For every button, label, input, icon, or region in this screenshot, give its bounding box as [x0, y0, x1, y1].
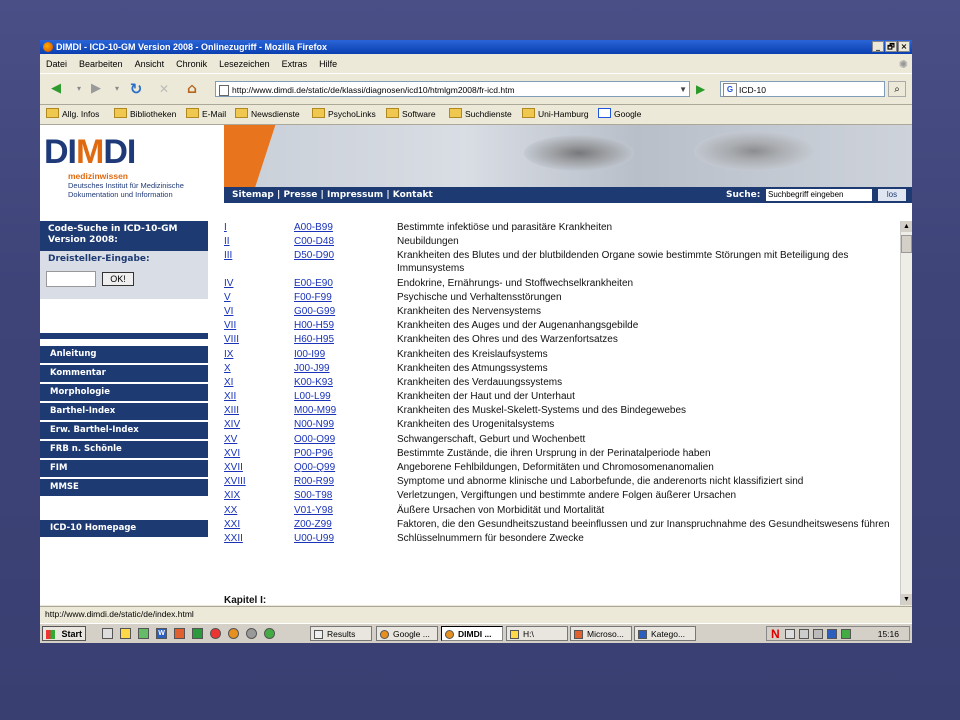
chapter-range-link[interactable]: Q00-Q99: [294, 462, 336, 473]
bookmark-label: Suchdienste: [465, 109, 512, 119]
ok-button[interactable]: OK!: [102, 272, 134, 286]
logo-wordmark: DIMDI: [44, 133, 136, 171]
chapter-number-link[interactable]: XI: [224, 376, 234, 388]
chapter-range-link[interactable]: F00-F99: [294, 291, 332, 303]
chapter-number-link[interactable]: XIII: [224, 405, 240, 417]
back-dropdown-icon[interactable]: ▾: [76, 84, 81, 93]
logo-tagline: medizinwissen: [68, 171, 128, 181]
chapter-description: Verletzungen, Vergiftungen und bestimmte andere Folgen äußerer Ursachen: [397, 490, 737, 502]
tray-icon[interactable]: [785, 629, 795, 639]
tray-icon[interactable]: [827, 629, 837, 639]
sidebar-item-fim[interactable]: FIM: [40, 460, 208, 477]
chapter-range-link[interactable]: D50-D90: [294, 250, 335, 262]
site-search-input[interactable]: Suchbegriff eingeben: [766, 189, 872, 201]
logo-line-1: Deutsches Institut für Medizinische: [68, 181, 184, 190]
url-bar[interactable]: [215, 81, 690, 97]
page-icon: [219, 85, 229, 96]
menu-extras[interactable]: Extras: [281, 59, 308, 69]
header-banner-image: [224, 125, 912, 187]
quicklaunch-app-icon[interactable]: [138, 628, 149, 639]
chapter-description: Angeborene Fehlbildungen, Deformitäten und Chromosomenanomalien: [397, 462, 714, 473]
task-explorer[interactable]: [506, 626, 568, 641]
firefox-icon: [445, 630, 454, 639]
go-icon[interactable]: ▶: [696, 82, 706, 96]
bookmark-label: Newsdienste: [251, 109, 300, 119]
chapter-range-link[interactable]: O00-O99: [294, 433, 336, 445]
menu-datei[interactable]: Datei: [46, 59, 68, 69]
dreisteller-input[interactable]: [46, 271, 96, 287]
chapter-number-link[interactable]: III: [224, 250, 233, 262]
bookmark-google[interactable]: [598, 104, 641, 124]
chapter-range-link[interactable]: J00-J99: [294, 362, 330, 374]
table-row: [224, 433, 900, 446]
bookmarks-toolbar: [40, 104, 912, 125]
task-kategorie[interactable]: [634, 626, 696, 641]
search-icon[interactable]: ⌕: [888, 81, 906, 97]
scroll-thumb[interactable]: [901, 235, 912, 253]
word-icon: [638, 630, 647, 639]
chapter-number-link[interactable]: XII: [224, 391, 237, 403]
windows-flag-icon: [46, 630, 55, 639]
chapter-number-link[interactable]: VIII: [224, 334, 240, 346]
table-row: [224, 390, 900, 403]
bookmark-uni-hamburg[interactable]: [522, 104, 589, 124]
chapter-range-link[interactable]: A00-B99: [294, 222, 333, 233]
chapter-number-link[interactable]: II: [224, 236, 230, 248]
status-text: http://www.dimdi.de/static/de/index.html: [45, 609, 194, 619]
nav-kontakt[interactable]: Kontakt: [392, 190, 433, 200]
chapter-description: Faktoren, die den Gesundheitszustand beeinflussen und zur Inanspruchnahme des Gesundheitswesens führen: [397, 518, 890, 530]
system-tray: [766, 626, 910, 641]
chapter-description: Krankheiten des Auges und der Augenanhangsgebilde: [397, 320, 639, 332]
scroll-down-icon[interactable]: ▼: [901, 594, 912, 605]
firefox-icon: [43, 42, 53, 52]
chapter-range-link[interactable]: K00-K93: [294, 376, 333, 388]
chapter-description: Psychische und Verhaltensstörungen: [397, 291, 562, 303]
chapter-number-link[interactable]: XV: [224, 433, 238, 445]
chapter-number-link[interactable]: IX: [224, 348, 234, 360]
table-row: [224, 319, 900, 332]
chapter-range-link[interactable]: R00-R99: [294, 476, 335, 488]
chapter-number-link[interactable]: XIV: [224, 419, 241, 431]
taskbar: [40, 623, 912, 643]
chapter-range-link[interactable]: M00-M99: [294, 405, 337, 417]
close-button[interactable]: ×: [898, 41, 910, 52]
quicklaunch-app-icon[interactable]: [246, 628, 257, 639]
bookmark-bibliotheken[interactable]: [114, 104, 176, 124]
start-button[interactable]: [42, 626, 86, 641]
logo-line-2: Dokumentation und Information: [68, 190, 173, 199]
tray-n-icon[interactable]: N: [771, 627, 780, 641]
folder-icon: [386, 108, 399, 118]
chapter-range-link[interactable]: Z00-Z99: [294, 518, 332, 530]
throbber-icon: ✺: [898, 59, 908, 71]
sidebar-divider: [40, 333, 208, 339]
sidebar-item-barthel-index[interactable]: Barthel-Index: [40, 403, 208, 420]
search-text: ICD-10: [739, 85, 766, 95]
clock: 15:16: [877, 629, 899, 639]
sidebar-item-kommentar[interactable]: Kommentar: [40, 365, 208, 382]
chapter-number-link[interactable]: X: [224, 362, 231, 374]
task-label: Google ...: [393, 629, 430, 639]
home-icon[interactable]: ⌂: [186, 81, 198, 97]
title-bar: [40, 40, 912, 54]
table-row: [224, 418, 900, 431]
page-content: [40, 125, 912, 605]
reload-icon[interactable]: ↻: [129, 80, 143, 98]
minimize-button[interactable]: _: [872, 41, 884, 52]
firefox-icon: [380, 630, 389, 639]
chapter-range-link[interactable]: V01-Y98: [294, 504, 333, 516]
chapter-number-link[interactable]: VI: [224, 305, 234, 317]
folder-icon: [186, 108, 199, 118]
chapter-number-link[interactable]: XVI: [224, 447, 241, 459]
task-label: Microso...: [587, 629, 624, 639]
table-row: [224, 532, 900, 545]
task-label: Katego...: [651, 629, 686, 639]
chapter-number-link[interactable]: XVII: [224, 462, 243, 473]
quicklaunch-excel-icon[interactable]: [192, 628, 203, 639]
sidebar-item-icd10-homepage[interactable]: ICD-10 Homepage: [40, 520, 208, 537]
status-bar: [40, 606, 912, 622]
chapter-range-link[interactable]: I00-I99: [294, 348, 326, 360]
folder-icon: [114, 108, 127, 118]
task-icon: [314, 630, 323, 639]
dreisteller-label: Dreisteller-Eingabe:: [48, 254, 150, 264]
sidebar-item-anleitung[interactable]: Anleitung: [40, 346, 208, 363]
chapter-range-link[interactable]: U00-U99: [294, 532, 335, 544]
powerpoint-icon: [574, 630, 583, 639]
dimdi-logo[interactable]: [40, 125, 224, 221]
folder-icon: [312, 108, 325, 118]
table-row: [224, 489, 900, 502]
chapter-number-link[interactable]: XXII: [224, 532, 243, 544]
url-dropdown-icon[interactable]: ▼: [679, 85, 687, 94]
chapter-range-link[interactable]: C00-D48: [294, 236, 335, 248]
back-icon[interactable]: ◀: [51, 81, 61, 96]
chapter-range-link[interactable]: E00-E90: [294, 277, 333, 289]
navigation-toolbar: [40, 73, 912, 105]
forward-dropdown-icon[interactable]: ▾: [114, 84, 119, 93]
menu-lesezeichen[interactable]: Lesezeichen: [219, 59, 270, 69]
vertical-scrollbar[interactable]: [900, 221, 912, 605]
bookmark-software[interactable]: [386, 104, 436, 124]
chapter-description: Endokrine, Ernährungs- und Stoffwechselkrankheiten: [397, 277, 634, 289]
chapter-description: Bestimmte infektiöse und parasitäre Krankheiten: [397, 222, 613, 233]
chapter-range-link[interactable]: H60-H95: [294, 334, 335, 346]
tray-icon[interactable]: [813, 629, 823, 639]
chapter-number-link[interactable]: XVIII: [224, 476, 246, 488]
chapter-description: Krankheiten des Verdauungssystems: [397, 376, 563, 388]
chapter-number-link[interactable]: IV: [224, 277, 234, 289]
google-icon: [598, 108, 611, 118]
chapter-number-link[interactable]: VII: [224, 320, 237, 332]
bookmark-label: PsychoLinks: [328, 109, 376, 119]
chapter-description: Schlüsselnummern für besondere Zwecke: [397, 532, 584, 544]
sidebar-item-morphologie[interactable]: Morphologie: [40, 384, 208, 401]
chapter-number-link[interactable]: XXI: [224, 518, 241, 530]
chapter-description: Krankheiten des Nervensystems: [397, 305, 541, 317]
sidebar: [40, 221, 208, 605]
start-label: Start: [61, 629, 82, 639]
bookmark-psycholinks[interactable]: [312, 104, 376, 124]
folder-icon: [235, 108, 248, 118]
table-row: [224, 404, 900, 417]
menu-bar: [40, 56, 912, 72]
nav-sitemap[interactable]: Sitemap: [232, 190, 274, 200]
folder-icon: [449, 108, 462, 118]
banner-photo-eye: [524, 135, 634, 171]
folder-icon: [46, 108, 59, 118]
chapter-description: Krankheiten des Blutes und der blutbildenden Organe sowie bestimmte Störungen mit Beteiligung des Immunsystems: [397, 250, 849, 275]
chapter-description: Schwangerschaft, Geburt und Wochenbett: [397, 433, 586, 445]
chapter-description: Krankheiten des Ohres und des Warzenfortsatzes: [397, 334, 618, 346]
search-engine-icon[interactable]: G: [723, 83, 737, 97]
section-heading: Kapitel I:: [224, 595, 267, 605]
task-google[interactable]: [376, 626, 438, 641]
sidebar-item-erw-barthel-index[interactable]: Erw. Barthel-Index: [40, 422, 208, 439]
chapter-number-link[interactable]: V: [224, 291, 231, 303]
chapter-description: Krankheiten der Haut und der Unterhaut: [397, 391, 575, 403]
table-row: [224, 475, 900, 488]
table-row: [224, 277, 900, 290]
table-row: [224, 305, 900, 318]
menu-chronik[interactable]: Chronik: [176, 59, 208, 69]
menu-hilfe[interactable]: Hilfe: [319, 59, 338, 69]
chapter-number-link[interactable]: I: [224, 222, 227, 233]
nav-presse[interactable]: Presse: [283, 190, 318, 200]
chapter-description: Krankheiten des Urogenitalsystems: [397, 419, 555, 431]
table-row: [224, 221, 900, 234]
nav-impressum[interactable]: Impressum: [326, 190, 384, 200]
menu-bearbeiten[interactable]: Bearbeiten: [79, 59, 123, 69]
scroll-up-icon[interactable]: ▲: [901, 221, 912, 232]
chapter-description: Äußere Ursachen von Morbidität und Mortalität: [397, 504, 605, 516]
site-top-nav: Sitemap | Presse | Impressum | Kontakt Suche: Suchbegriff eingeben los: [224, 187, 912, 203]
task-label: DIMDI ...: [458, 629, 492, 639]
bookmark-label: Allg. Infos: [62, 109, 100, 119]
table-row: [224, 333, 900, 346]
chapter-description: Bestimmte Zustände, die ihren Ursprung in der Perinatalperiode haben: [397, 447, 711, 459]
task-microsoft[interactable]: [570, 626, 632, 641]
sidebar-item-frb-schoenle[interactable]: FRB n. Schönle: [40, 441, 208, 458]
task-dimdi[interactable]: [441, 626, 503, 641]
code-search-title: Code-Suche in ICD-10-GM Version 2008:: [40, 221, 208, 251]
bookmark-label: Google: [614, 109, 642, 119]
search-bar[interactable]: [720, 81, 885, 97]
quicklaunch-desktop-icon[interactable]: [102, 628, 113, 639]
table-row: [224, 291, 900, 304]
quicklaunch-word-icon[interactable]: W: [156, 628, 167, 639]
site-search-button[interactable]: los: [878, 189, 906, 201]
chapter-description: Krankheiten des Kreislaufsystems: [397, 348, 548, 360]
bookmark-label: E-Mail: [202, 109, 227, 119]
table-row: [224, 249, 900, 275]
orange-accent-shape: [224, 125, 279, 187]
task-results[interactable]: [310, 626, 372, 641]
chapter-number-link[interactable]: XX: [224, 504, 238, 516]
tray-icon[interactable]: [841, 629, 851, 639]
chapter-table: [224, 221, 900, 546]
restore-button[interactable]: 🗗: [885, 41, 897, 52]
quicklaunch-firefox-icon[interactable]: [228, 628, 239, 639]
sidebar-menu: [40, 346, 208, 498]
chapter-description: Krankheiten des Atmungssystems: [397, 362, 548, 374]
folder-icon: [510, 630, 519, 639]
chapter-range-link[interactable]: G00-G99: [294, 305, 336, 317]
bookmark-newsdienste[interactable]: [235, 104, 300, 124]
url-text: http://www.dimdi.de/static/de/klassi/diagnosen/icd10/htmlgm2008/fr-icd.htm: [232, 85, 515, 95]
task-label: Results: [327, 629, 356, 639]
bookmark-allg-infos[interactable]: [46, 104, 99, 124]
window-title: DIMDI - ICD-10-GM Version 2008 - Onlinezugriff - Mozilla Firefox: [56, 42, 328, 52]
folder-icon: [522, 108, 535, 118]
stop-icon[interactable]: ✕: [158, 82, 170, 96]
table-row: [224, 376, 900, 389]
table-row: [224, 504, 900, 517]
table-row: [224, 518, 900, 531]
bookmark-label: Software: [402, 109, 436, 119]
bookmark-email[interactable]: [186, 104, 226, 124]
chapter-number-link[interactable]: XIX: [224, 490, 241, 502]
menu-ansicht[interactable]: Ansicht: [134, 59, 165, 69]
table-row: [224, 447, 900, 460]
table-row: [224, 461, 900, 474]
quicklaunch-folder-icon[interactable]: [120, 628, 131, 639]
table-row: [224, 348, 900, 361]
quicklaunch-media-icon[interactable]: [264, 628, 275, 639]
chapter-range-link[interactable]: H00-H59: [294, 320, 335, 332]
quicklaunch-powerpoint-icon[interactable]: [174, 628, 185, 639]
chapter-range-link[interactable]: L00-L99: [294, 391, 331, 403]
chapter-description: Symptome und abnorme klinische und Laborbefunde, die anderenorts nicht klassifiziert sind: [397, 476, 804, 488]
chapter-description: Krankheiten des Muskel-Skelett-Systems und des Bindegewebes: [397, 405, 687, 417]
chapter-range-link[interactable]: N00-N99: [294, 419, 335, 431]
sidebar-item-mmse[interactable]: MMSE: [40, 479, 208, 496]
tray-icon[interactable]: [799, 629, 809, 639]
bookmark-suchdienste[interactable]: [449, 104, 512, 124]
bookmark-label: Bibliotheken: [130, 109, 177, 119]
code-search-box: [40, 221, 208, 299]
bookmark-label: Uni-Hamburg: [538, 109, 589, 119]
chapter-range-link[interactable]: S00-T98: [294, 490, 333, 502]
quicklaunch-app-icon[interactable]: [210, 628, 221, 639]
task-label: H:\: [523, 629, 534, 639]
table-row: [224, 235, 900, 248]
forward-icon[interactable]: ▶: [91, 81, 101, 96]
browser-window: [40, 40, 912, 643]
chapter-description: Neubildungen: [397, 236, 459, 248]
table-row: [224, 362, 900, 375]
site-search-label: Suche:: [726, 190, 761, 200]
chapter-range-link[interactable]: P00-P96: [294, 447, 333, 459]
banner-photo-eye: [694, 131, 814, 171]
